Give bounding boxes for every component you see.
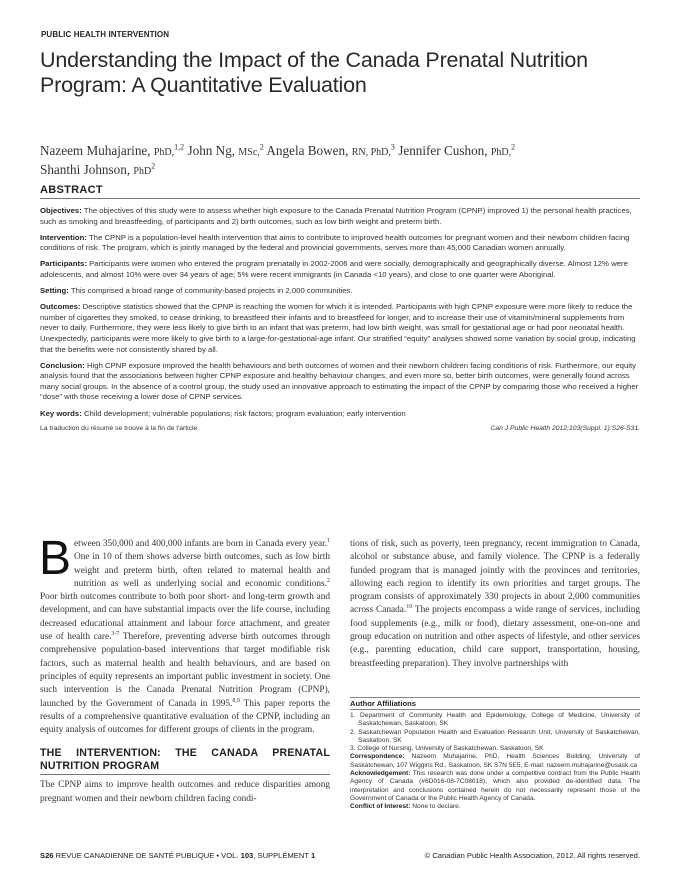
correspondence-text: Nazeem Muhajarine, PhD, Health Sciences Building, University of Saskatchewan, 107 Wiggins Rd., Saskatoon, SK S7N 5E5, E-mail: nazeem.muhajarine@usask.ca — [350, 753, 640, 769]
journal-name: REVUE CANADIENNE DE SANTÉ PUBLIQUE • VOL. — [55, 851, 239, 860]
author-degree: MSc, — [238, 147, 260, 158]
abstract-outcomes — [40, 302, 640, 355]
author-degree: PhD — [133, 166, 152, 177]
abstract-text: The CPNP is a population-level health intervention that aims to contribute to improved health outcomes for pregnant women and their newborn children facing conditions of risk. The program, which is jointly managed by the federal and provincial governments, serves more than 45,000 Canadian women annually. — [40, 232, 630, 253]
reference-marker: 1 — [327, 537, 330, 544]
abstract-footer — [40, 425, 640, 432]
affiliation-item: 1. Department of Community Health and Epidemiology, College of Medicine, University of Saskatchewan, Saskatoon, SK — [350, 712, 640, 728]
abstract-intervention — [40, 233, 640, 254]
abstract-text: High CPNP exposure improved the health behaviours and birth outcomes of women and their newborn children facing conditions of risk. Furthermore, our equity analysis found that the associations between higher CPNP exposure and healthy behaviour changes, and even more so, better birth outcomes, were generally found across many social groups. In the absence of a control group, the study used an innovative approach to estimating the impact of the CPNP by comparing those who received a higher “dose” with those receiving a lower dose of CPNP services. — [40, 360, 639, 402]
author-degree: PhD, — [490, 147, 512, 158]
abstract-participants — [40, 259, 640, 280]
abstract-text: Descriptive statistics showed that the CPNP is reaching the women for which it is intended. Participants with high CPNP exposure were more likely to reduce the number of cigarettes they smoked, to cease drinking, to breastfeed their infants and to breastfeed for longer, and to increase their use of vitamin/mineral supplements from never to daily. Furthermore, they were less likely to give birth to an infant that was preterm, had low birth weight, was small for gestational age or had poor neonatal health. Unexpectedly, participants were more likely to give birth to a large-for-gestational-age infant. Our stratified “equity” analyses showed some variation by social group, indicating that the benefits were not consistently shared by all. — [40, 302, 636, 354]
supplement-label: , SUPPLÉMENT — [253, 851, 309, 860]
affiliation-item: 2. Saskatchewan Population Health and Evaluation Research Unit, University of Saskatchewan, Saskatoon, SK — [350, 728, 640, 744]
abstract-label: Setting: — [40, 286, 69, 296]
copyright: © Canadian Public Health Association, 2012. All rights reserved. — [424, 851, 640, 860]
author-name: Angela Bowen, — [266, 143, 349, 158]
abstract-heading: ABSTRACT — [40, 184, 640, 199]
author-affiliation-ref: 1,2 — [174, 142, 185, 152]
intro-paragraph — [39, 532, 330, 737]
footer-journal-info — [40, 851, 315, 860]
section-label: PUBLIC HEALTH INTERVENTION — [41, 30, 170, 39]
abstract-label: Participants: — [40, 259, 87, 269]
author-name: Nazeem Muhajarine, — [40, 143, 151, 158]
author-name: John Ng, — [187, 143, 236, 158]
abstract-label: Conclusion: — [40, 360, 85, 370]
abstract-label: Objectives: — [40, 206, 82, 215]
reference-marker: 8,9 — [232, 697, 240, 704]
abstract-setting — [40, 286, 640, 297]
abstract-text: This comprised a broad range of community-based projects in 2,000 communities. — [70, 286, 353, 296]
affiliations-heading: Author Affiliations — [350, 699, 640, 710]
acknowledgement-label: Acknowledgement: — [350, 770, 411, 778]
conflict-text: None to declare. — [412, 803, 461, 811]
affiliation-item: 3. College of Nursing, University of Saskatchewan, Saskatoon, SK — [350, 745, 544, 753]
author-affiliation-ref: 2 — [259, 142, 264, 152]
paragraph-text: Poor birth outcomes contribute to both poor short- and long-term growth and development, and can have substantial impacts over the life course, including decreased educational attainment and labour force attachment, and greater use of health care. — [40, 592, 330, 643]
abstract-conclusion — [40, 361, 640, 403]
reference-marker: 3-7 — [111, 630, 120, 637]
abstract-label: Outcomes: — [40, 302, 81, 312]
abstract-label: Key words: — [40, 408, 82, 418]
supplement-number: 1 — [310, 851, 316, 860]
reference-marker: 2 — [327, 577, 330, 584]
abstract-label: Intervention: — [40, 232, 87, 242]
body-column-right — [350, 538, 640, 671]
author-affiliation-ref: 2 — [151, 161, 156, 171]
paragraph-text: One in 10 of them shows adverse birth outcomes, such as low birth weight and preterm birth, often related to maternal health and nutrition as well as underlying social and economic conditions. — [74, 552, 330, 589]
intervention-paragraph: The CPNP aims to improve health outcomes and reduce disparities among pregnant women and their newborn children facing condi- — [40, 780, 330, 804]
affiliation-list — [350, 712, 640, 753]
conflict-label: Conflict of Interest: — [350, 803, 411, 811]
page-number: S26 — [40, 851, 54, 860]
author-affiliation-ref: 3 — [390, 142, 395, 152]
page-footer — [40, 851, 640, 860]
conflict-of-interest — [350, 803, 640, 811]
acknowledgement-text: This research was done under a competitive contract from the Public Health Agency of Canada (#6D016-08-7C08018), which also provided de-identified data. The interpretation and conclusions contained herein do not necessarily represent those of the Government of Canada or the Public Health Agency of Canada. — [350, 770, 640, 802]
volume-number: 103 — [240, 851, 254, 860]
citation: Can J Public Health 2012;103(Suppl. 1):S26-S31. — [490, 425, 640, 433]
intervention-paragraph-continued — [350, 538, 640, 671]
author-degree: RN, PhD, — [351, 147, 391, 158]
body-column-left — [39, 532, 330, 806]
author-name: Shanthi Johnson, — [40, 162, 131, 177]
author-affiliations-box — [350, 697, 640, 812]
paragraph-text: This paper reports the results of a comprehensive quantitative evaluation of the CPNP, including an equity analysis of outcomes for different groups of clients in the program. — [40, 698, 330, 736]
reference-marker: 10 — [406, 604, 413, 611]
abstract — [40, 184, 640, 432]
abstract-text: Child development; vulnerable populations; risk factors; program evaluation; early intervention — [83, 408, 406, 418]
paragraph-text: The projects encompass a wide range of services, including food supplements (e.g., milk or food), dietary assessment, one-on-one and group education on nutrition and other aspects of lifestyle, and other services (e.g., parenting education, child care support, transportation, housing, breastfeeding preparation). They involve partnerships with — [350, 605, 640, 669]
section-heading-intervention: THE INTERVENTION: THE CANADA PRENATAL NUTRITION PROGRAM — [40, 747, 330, 775]
drop-cap: B — [39, 532, 72, 585]
translation-note: La traduction du résumé se trouve à la fin de l'article. — [40, 425, 200, 433]
acknowledgement — [350, 770, 640, 803]
abstract-objectives — [40, 206, 640, 227]
correspondence-label: Correspondence: — [350, 753, 405, 761]
author-affiliation-ref: 2 — [511, 142, 516, 152]
abstract-text: Participants were women who entered the program prenatally in 2002-2006 and were socially, demographically and geographically diverse. Almost 12% were adolescents, and almost 10% were over 34 years of age; 5% were recent immigrants (in Canada <10 years), and close to one quarter were Aboriginal. — [40, 259, 628, 279]
author-name: Jennifer Cushon, — [398, 143, 488, 158]
paragraph-text: etween 350,000 and 400,000 infants are born in Canada every year. — [74, 539, 327, 549]
paragraph-text: tions of risk, such as poverty, teen pregnancy, recent immigration to Canada, alcohol or substance abuse, and family violence. The CPNP is a federally funded program that is managed jointly with the provinces and territories, allowing each region to identify its own priorities and target groups. The program consists of approximately 330 projects in about 2,000 communities across Canada. — [350, 539, 640, 616]
correspondence — [350, 753, 640, 770]
author-list — [40, 142, 640, 180]
abstract-keywords — [40, 409, 640, 420]
abstract-text: The objectives of this study were to assess whether high exposure to the Canada Prenatal Nutrition Program (CPNP) improved 1) the personal health practices, such as smoking and breastfeeding, of participants and 2) birth outcomes, such as low birth weight and preterm birth. — [40, 206, 632, 226]
paragraph-text: Therefore, preventing adverse birth outcomes through comprehensive population-based interventions that target modifiable risk factors, such as maternal health and health behaviours, and are based on principles of equity represents an important public investment in society. One such intervention is the Canada Prenatal Nutrition Program (CPNP), launched by the Government of Canada in 1995. — [40, 632, 330, 709]
article-title: Understanding the Impact of the Canada Prenatal Nutrition Program: A Quantitative Evaluation — [40, 48, 588, 97]
author-degree: PhD, — [153, 147, 175, 158]
